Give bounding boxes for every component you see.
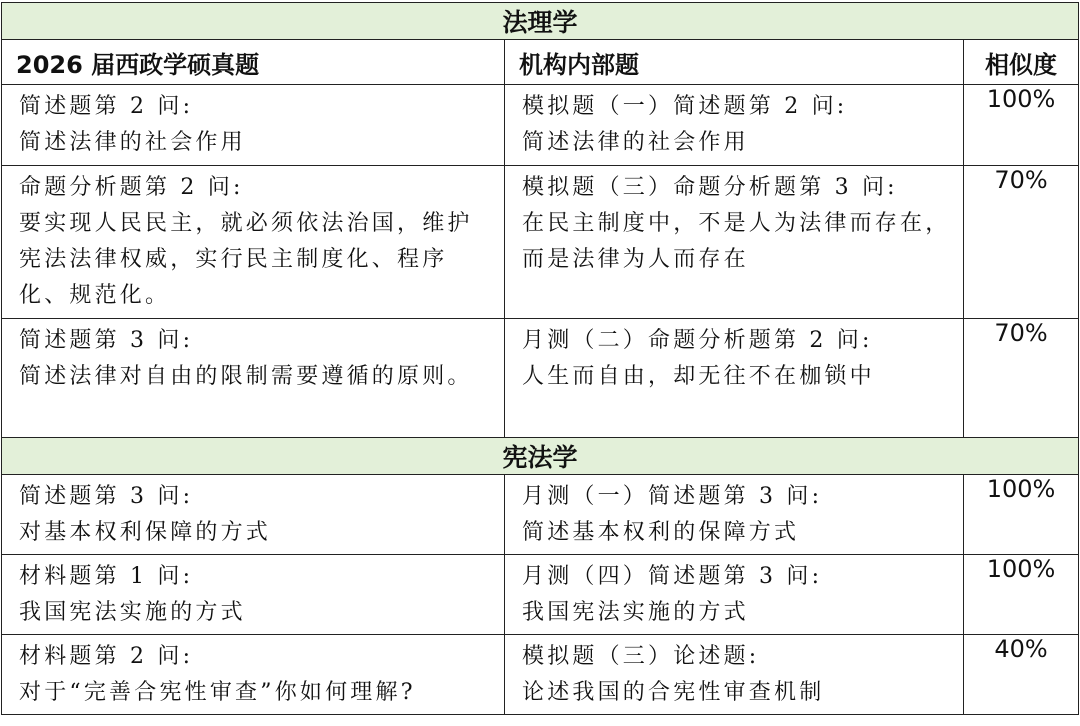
exam-question-text: 简述法律的社会作用	[19, 130, 246, 155]
institution-question-title: 模拟题（一）简述题第 2 问:	[522, 94, 848, 119]
column-header-exam: 2026 届西政学硕真题	[2, 40, 505, 85]
section-header-constitutional-law	[2, 438, 1079, 475]
institution-question-title: 模拟题（三）命题分析题第 3 问:	[522, 175, 898, 200]
exam-question-cell	[2, 319, 505, 438]
institution-question-text: 在民主制度中，不是人为法律而存在，而是法律为人而存在	[522, 211, 951, 272]
institution-question-cell	[505, 166, 964, 319]
table-row	[2, 85, 1079, 166]
column-header-institution: 机构内部题	[505, 40, 964, 85]
exam-question-cell	[2, 475, 505, 555]
exam-question-cell	[2, 85, 505, 166]
institution-question-text: 简述法律的社会作用	[522, 130, 749, 155]
exam-question-title: 简述题第 3 问:	[19, 328, 194, 353]
section-title: 法理学	[2, 3, 1079, 40]
exam-question-title: 简述题第 3 问:	[19, 484, 194, 509]
exam-question-text: 对基本权利保障的方式	[19, 520, 272, 545]
table-row	[2, 555, 1079, 635]
exam-question-cell	[2, 166, 505, 319]
exam-question-title: 命题分析题第 2 问:	[19, 175, 244, 200]
table-row	[2, 166, 1079, 319]
exam-question-text: 简述法律对自由的限制需要遵循的原则。	[19, 364, 473, 389]
institution-question-text: 我国宪法实施的方式	[522, 600, 749, 625]
exam-question-title: 材料题第 2 问:	[19, 644, 194, 669]
similarity-value: 40%	[964, 635, 1079, 715]
institution-question-title: 月测（二）命题分析题第 2 问:	[522, 328, 873, 353]
exam-question-cell	[2, 555, 505, 635]
table-row	[2, 319, 1079, 438]
table-row	[2, 475, 1079, 555]
exam-question-text: 我国宪法实施的方式	[19, 600, 246, 625]
institution-question-cell	[505, 475, 964, 555]
similarity-value: 100%	[964, 85, 1079, 166]
institution-question-title: 模拟题（三）论述题:	[522, 644, 760, 669]
column-header-similarity: 相似度	[964, 40, 1079, 85]
exam-question-title: 材料题第 1 问:	[19, 564, 194, 589]
institution-question-title: 月测（一）简述题第 3 问:	[522, 484, 823, 509]
similarity-value: 100%	[964, 555, 1079, 635]
section-header-jurisprudence	[2, 3, 1079, 40]
exam-question-cell	[2, 635, 505, 715]
institution-question-text: 论述我国的合宪性审查机制	[522, 680, 825, 705]
exam-question-text: 对于“完善合宪性审查”你如何理解?	[19, 680, 416, 705]
exam-question-text: 要实现人民民主，就必须依法治国，维护宪法法律权威，实行民主制度化、程序化、规范化。	[19, 211, 473, 308]
table-header-row	[2, 40, 1079, 85]
institution-question-title: 月测（四）简述题第 3 问:	[522, 564, 823, 589]
similarity-value: 70%	[964, 166, 1079, 319]
similarity-value: 100%	[964, 475, 1079, 555]
table-row	[2, 635, 1079, 715]
exam-question-title: 简述题第 2 问:	[19, 94, 194, 119]
similarity-value: 70%	[964, 319, 1079, 438]
institution-question-cell	[505, 555, 964, 635]
institution-question-text: 简述基本权利的保障方式	[522, 520, 800, 545]
institution-question-cell	[505, 635, 964, 715]
institution-question-cell	[505, 85, 964, 166]
institution-question-cell	[505, 319, 964, 438]
comparison-table	[1, 2, 1079, 715]
institution-question-text: 人生而自由，却无往不在枷锁中	[522, 364, 875, 389]
section-title: 宪法学	[2, 438, 1079, 475]
